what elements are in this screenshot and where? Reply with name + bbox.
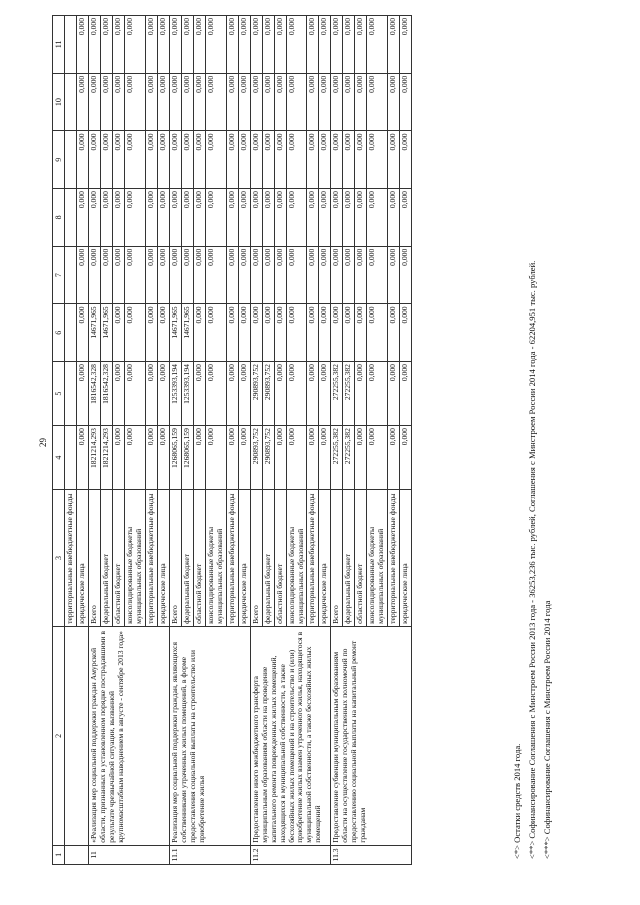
value-cell: 0,000	[226, 362, 238, 426]
funding-source: территориальные внебюджетные фонды	[146, 490, 158, 627]
value-cell: 0,000	[181, 16, 193, 74]
value-cell: 0,000	[319, 73, 331, 131]
value-cell: 0,000	[226, 189, 238, 247]
value-cell: 0,000	[89, 73, 101, 131]
value-cell: 0,000	[205, 304, 226, 362]
value-cell: 0,000	[77, 426, 89, 490]
value-cell: 0,000	[113, 189, 125, 247]
value-cell: 290893,752	[250, 426, 262, 490]
value-cell: 0,000	[286, 189, 307, 247]
value-cell: 0,000	[367, 189, 388, 247]
value-cell: 1816542,328	[101, 362, 113, 426]
value-cell: 0,000	[250, 304, 262, 362]
value-cell: 0,000	[77, 73, 89, 131]
funding-source: юридические лица	[158, 490, 170, 627]
value-cell: 0,000	[331, 189, 343, 247]
value-cell: 0,000	[113, 362, 125, 426]
value-cell: 0,000	[274, 16, 286, 74]
value-cell: 0,000	[307, 73, 319, 131]
value-cell: 0,000	[331, 304, 343, 362]
value-cell: 0,000	[238, 426, 250, 490]
value-cell: 0,000	[400, 304, 412, 362]
value-cell: 0,000	[170, 16, 182, 74]
table-row	[170, 16, 182, 865]
value-cell: 0,000	[125, 189, 146, 247]
value-cell: 0,000	[331, 131, 343, 189]
value-cell: 0,000	[262, 73, 274, 131]
value-cell: 0,000	[307, 189, 319, 247]
value-cell: 272255,382	[343, 426, 355, 490]
value-cell: 0,000	[274, 73, 286, 131]
table-row	[89, 16, 101, 865]
value-cell: 0,000	[170, 189, 182, 247]
table-row	[250, 16, 262, 865]
row-index: 11.2	[250, 845, 331, 864]
value-cell: 0,000	[355, 246, 367, 304]
row-index	[65, 845, 89, 864]
value-cell: 0,000	[113, 246, 125, 304]
value-cell: 0,000	[343, 246, 355, 304]
funding-source: Всего	[250, 490, 262, 627]
value-cell: 0,000	[388, 131, 400, 189]
table-row	[65, 16, 77, 865]
value-cell: 1821214,293	[101, 426, 113, 490]
value-cell: 0,000	[319, 16, 331, 74]
value-cell: 0,000	[307, 246, 319, 304]
value-cell: 0,000	[146, 16, 158, 74]
value-cell: 0,000	[400, 16, 412, 74]
value-cell: 0,000	[77, 16, 89, 74]
value-cell	[65, 131, 77, 189]
value-cell: 0,000	[181, 73, 193, 131]
value-cell: 0,000	[113, 131, 125, 189]
value-cell: 0,000	[307, 426, 319, 490]
value-cell: 0,000	[400, 246, 412, 304]
header-cell: 2	[53, 626, 65, 845]
value-cell: 0,000	[205, 73, 226, 131]
header-row	[53, 16, 65, 865]
value-cell: 0,000	[125, 362, 146, 426]
value-cell: 0,000	[193, 131, 205, 189]
value-cell: 0,000	[400, 73, 412, 131]
value-cell: 0,000	[146, 73, 158, 131]
value-cell: 0,000	[113, 73, 125, 131]
value-cell: 0,000	[158, 189, 170, 247]
value-cell: 0,000	[319, 362, 331, 426]
value-cell: 272255,382	[343, 362, 355, 426]
value-cell: 0,000	[205, 362, 226, 426]
value-cell: 0,000	[343, 131, 355, 189]
value-cell: 290893,752	[262, 426, 274, 490]
value-cell: 0,000	[113, 426, 125, 490]
value-cell: 0,000	[205, 246, 226, 304]
value-cell: 0,000	[125, 426, 146, 490]
value-cell: 0,000	[367, 362, 388, 426]
value-cell: 0,000	[146, 304, 158, 362]
value-cell: 0,000	[181, 246, 193, 304]
funding-source: Всего	[331, 490, 343, 627]
value-cell: 0,000	[158, 304, 170, 362]
value-cell: 0,000	[343, 189, 355, 247]
header-cell: 1	[53, 845, 65, 864]
value-cell: 0,000	[388, 362, 400, 426]
value-cell: 0,000	[158, 131, 170, 189]
value-cell: 0,000	[89, 246, 101, 304]
value-cell: 0,000	[250, 189, 262, 247]
funding-source: юридические лица	[319, 490, 331, 627]
funding-source: областной бюджет	[355, 490, 367, 627]
value-cell: 14671,965	[170, 304, 182, 362]
value-cell: 0,000	[307, 131, 319, 189]
page-number: 29	[38, 438, 48, 447]
value-cell: 0,000	[367, 304, 388, 362]
value-cell	[65, 73, 77, 131]
row-index: 11	[89, 845, 170, 864]
value-cell: 1268065,159	[170, 426, 182, 490]
value-cell: 0,000	[77, 304, 89, 362]
value-cell: 0,000	[193, 73, 205, 131]
value-cell: 0,000	[250, 16, 262, 74]
value-cell: 0,000	[250, 73, 262, 131]
funding-source: юридические лица	[238, 490, 250, 627]
value-cell: 0,000	[238, 304, 250, 362]
funding-source: консолидированные бюджеты муниципальных образований	[205, 490, 226, 627]
value-cell: 0,000	[343, 16, 355, 74]
value-cell: 1268065,159	[181, 426, 193, 490]
funding-source: консолидированные бюджеты муниципальных образований	[367, 490, 388, 627]
measure-name: Реализация мер социальной поддержки граждан, являющихся собственниками утраченных жилых помещений, в форме предоставления социальной выплаты на строительство или приобретение жилья	[170, 626, 251, 845]
value-cell: 0,000	[89, 16, 101, 74]
value-cell: 0,000	[238, 189, 250, 247]
value-cell: 0,000	[226, 131, 238, 189]
header-cell: 6	[53, 304, 65, 362]
value-cell: 0,000	[101, 189, 113, 247]
value-cell: 1816542,328	[89, 362, 101, 426]
value-cell: 0,000	[181, 189, 193, 247]
value-cell: 0,000	[77, 189, 89, 247]
value-cell: 0,000	[158, 426, 170, 490]
value-cell: 0,000	[319, 246, 331, 304]
value-cell: 0,000	[205, 16, 226, 74]
funding-source: Всего	[170, 490, 182, 627]
funding-source: федеральный бюджет	[181, 490, 193, 627]
row-index: 11.3	[331, 845, 412, 864]
value-cell: 0,000	[274, 304, 286, 362]
value-cell: 0,000	[388, 16, 400, 74]
measure-name: Предоставление субвенции муниципальным образованиям области на осуществление государственных полномочий по предоставлению социальной выплаты на капитальный ремонт гражданам	[331, 626, 412, 845]
value-cell: 0,000	[181, 131, 193, 189]
value-cell: 1821214,293	[89, 426, 101, 490]
funding-source: областной бюджет	[193, 490, 205, 627]
funding-source: юридические лица	[400, 490, 412, 627]
value-cell: 0,000	[286, 426, 307, 490]
value-cell: 0,000	[238, 362, 250, 426]
value-cell: 0,000	[262, 16, 274, 74]
value-cell: 0,000	[400, 426, 412, 490]
value-cell: 0,000	[193, 426, 205, 490]
value-cell: 14671,965	[101, 304, 113, 362]
value-cell: 0,000	[262, 304, 274, 362]
value-cell: 0,000	[355, 16, 367, 74]
header-cell: 8	[53, 189, 65, 247]
value-cell: 0,000	[226, 73, 238, 131]
value-cell: 0,000	[205, 189, 226, 247]
value-cell: 0,000	[146, 426, 158, 490]
value-cell: 0,000	[113, 304, 125, 362]
funding-source: Всего	[89, 490, 101, 627]
value-cell: 0,000	[286, 131, 307, 189]
value-cell: 0,000	[331, 16, 343, 74]
value-cell: 0,000	[400, 131, 412, 189]
value-cell: 0,000	[286, 73, 307, 131]
value-cell: 0,000	[193, 189, 205, 247]
value-cell: 0,000	[125, 246, 146, 304]
value-cell: 0,000	[388, 246, 400, 304]
value-cell: 0,000	[205, 131, 226, 189]
value-cell: 0,000	[89, 131, 101, 189]
value-cell: 0,000	[205, 426, 226, 490]
value-cell: 0,000	[125, 131, 146, 189]
value-cell: 0,000	[125, 304, 146, 362]
value-cell: 0,000	[158, 246, 170, 304]
value-cell: 0,000	[286, 362, 307, 426]
value-cell: 0,000	[286, 304, 307, 362]
value-cell: 0,000	[193, 304, 205, 362]
value-cell	[65, 189, 77, 247]
footnote-1: <*> Остатки средств 2014 года.	[512, 743, 522, 859]
value-cell: 0,000	[262, 131, 274, 189]
value-cell: 0,000	[319, 426, 331, 490]
header-cell: 11	[53, 16, 65, 74]
value-cell: 0,000	[158, 362, 170, 426]
header-cell: 7	[53, 246, 65, 304]
value-cell: 0,000	[250, 246, 262, 304]
value-cell: 0,000	[274, 131, 286, 189]
value-cell: 0,000	[355, 189, 367, 247]
value-cell: 0,000	[101, 16, 113, 74]
value-cell: 0,000	[307, 362, 319, 426]
value-cell: 0,000	[274, 426, 286, 490]
funding-source: консолидированные бюджеты муниципальных образований	[286, 490, 307, 627]
value-cell: 0,000	[89, 189, 101, 247]
value-cell: 0,000	[388, 426, 400, 490]
value-cell: 0,000	[125, 73, 146, 131]
value-cell: 0,000	[367, 426, 388, 490]
funding-source: юридические лица	[77, 490, 89, 627]
value-cell: 0,000	[388, 304, 400, 362]
footnote-3: <***> Софинансирование Соглашения с Минстроем России 2014 года	[542, 600, 552, 859]
value-cell: 0,000	[400, 362, 412, 426]
funding-source: федеральный бюджет	[101, 490, 113, 627]
value-cell: 290893,752	[250, 362, 262, 426]
value-cell	[65, 246, 77, 304]
value-cell: 0,000	[331, 73, 343, 131]
value-cell: 0,000	[274, 189, 286, 247]
funding-source: областной бюджет	[113, 490, 125, 627]
value-cell: 0,000	[226, 304, 238, 362]
value-cell: 272255,382	[331, 426, 343, 490]
value-cell: 14671,965	[89, 304, 101, 362]
value-cell: 0,000	[146, 362, 158, 426]
value-cell: 0,000	[170, 73, 182, 131]
value-cell: 0,000	[355, 73, 367, 131]
value-cell: 0,000	[355, 426, 367, 490]
value-cell: 0,000	[388, 73, 400, 131]
funding-source: территориальные внебюджетные фонды	[307, 490, 319, 627]
funding-source: федеральный бюджет	[343, 490, 355, 627]
value-cell: 0,000	[77, 362, 89, 426]
funding-source: территориальные внебюджетные фонды	[226, 490, 238, 627]
value-cell: 0,000	[367, 16, 388, 74]
value-cell: 0,000	[170, 246, 182, 304]
measure-name	[65, 626, 89, 845]
value-cell: 0,000	[146, 246, 158, 304]
value-cell: 0,000	[319, 189, 331, 247]
footnote-2: <**> Софинансирование Соглашения с Минстроем России 2013 года - 36253,236 тыс. рублей, Соглашения с Минстроем России 2014 года - 62204,951 тыс. рублей.	[527, 260, 537, 859]
value-cell: 0,000	[125, 16, 146, 74]
value-cell: 0,000	[238, 246, 250, 304]
value-cell: 0,000	[226, 246, 238, 304]
value-cell: 0,000	[226, 426, 238, 490]
value-cell: 0,000	[307, 304, 319, 362]
value-cell: 0,000	[286, 16, 307, 74]
measure-name: «Реализация мер социальной поддержки граждан Амурской области, признанных в установленном порядке пострадавшими в результате чрезвычайной ситуации, вызванной крупномасштабным наводнением в августе - сентябре 2013 года»	[89, 626, 170, 845]
funding-source: областной бюджет	[274, 490, 286, 627]
value-cell: 0,000	[158, 73, 170, 131]
financing-table	[52, 15, 412, 865]
value-cell: 0,000	[238, 16, 250, 74]
value-cell: 0,000	[331, 246, 343, 304]
value-cell: 0,000	[170, 131, 182, 189]
footnotes	[510, 19, 555, 859]
value-cell: 0,000	[274, 246, 286, 304]
value-cell: 0,000	[101, 73, 113, 131]
value-cell: 1253393,194	[170, 362, 182, 426]
value-cell: 0,000	[262, 189, 274, 247]
value-cell: 0,000	[193, 16, 205, 74]
value-cell: 0,000	[101, 246, 113, 304]
header-cell: 5	[53, 362, 65, 426]
value-cell: 0,000	[367, 73, 388, 131]
value-cell: 290893,752	[262, 362, 274, 426]
value-cell: 0,000	[146, 131, 158, 189]
value-cell: 0,000	[367, 131, 388, 189]
value-cell: 1253393,194	[181, 362, 193, 426]
value-cell: 14671,965	[181, 304, 193, 362]
value-cell: 0,000	[319, 304, 331, 362]
value-cell: 0,000	[113, 16, 125, 74]
value-cell: 0,000	[355, 362, 367, 426]
value-cell: 0,000	[158, 16, 170, 74]
funding-source: территориальные внебюджетные фонды	[65, 490, 77, 627]
value-cell: 0,000	[286, 246, 307, 304]
value-cell: 0,000	[226, 16, 238, 74]
value-cell: 272255,382	[331, 362, 343, 426]
value-cell: 0,000	[307, 16, 319, 74]
value-cell: 0,000	[388, 189, 400, 247]
value-cell: 0,000	[343, 73, 355, 131]
funding-source: федеральный бюджет	[262, 490, 274, 627]
value-cell: 0,000	[262, 246, 274, 304]
value-cell: 0,000	[101, 131, 113, 189]
value-cell: 0,000	[367, 246, 388, 304]
value-cell: 0,000	[77, 131, 89, 189]
table-row	[331, 16, 343, 865]
header-cell: 10	[53, 73, 65, 131]
value-cell: 0,000	[250, 131, 262, 189]
header-cell: 4	[53, 426, 65, 490]
measure-name: Предоставление иного межбюджетного трансферта муниципальным образованиям области на проведение капитального ремонта поврежденных жилых помещений, находящихся в муниципальной собственности, а также бесхозяйных жилых помещений и на строительство и (или) приобретение жилых взамен утраченного жилья, находящегося в муниципальной собственности, а также бесхозяйных жилых помещений	[250, 626, 331, 845]
value-cell: 0,000	[77, 246, 89, 304]
value-cell: 0,000	[355, 304, 367, 362]
value-cell: 0,000	[400, 189, 412, 247]
row-index: 11.1	[170, 845, 251, 864]
value-cell: 0,000	[319, 131, 331, 189]
value-cell	[65, 16, 77, 74]
value-cell: 0,000	[238, 73, 250, 131]
value-cell: 0,000	[355, 131, 367, 189]
header-cell: 3	[53, 490, 65, 627]
value-cell: 0,000	[193, 246, 205, 304]
rotated-page	[30, 15, 590, 865]
value-cell: 0,000	[343, 304, 355, 362]
header-cell: 9	[53, 131, 65, 189]
value-cell	[65, 362, 77, 426]
funding-source: территориальные внебюджетные фонды	[388, 490, 400, 627]
value-cell: 0,000	[274, 362, 286, 426]
funding-source: консолидированные бюджеты муниципальных образований	[125, 490, 146, 627]
value-cell: 0,000	[193, 362, 205, 426]
value-cell: 0,000	[146, 189, 158, 247]
value-cell	[65, 304, 77, 362]
value-cell	[65, 426, 77, 490]
value-cell: 0,000	[238, 131, 250, 189]
